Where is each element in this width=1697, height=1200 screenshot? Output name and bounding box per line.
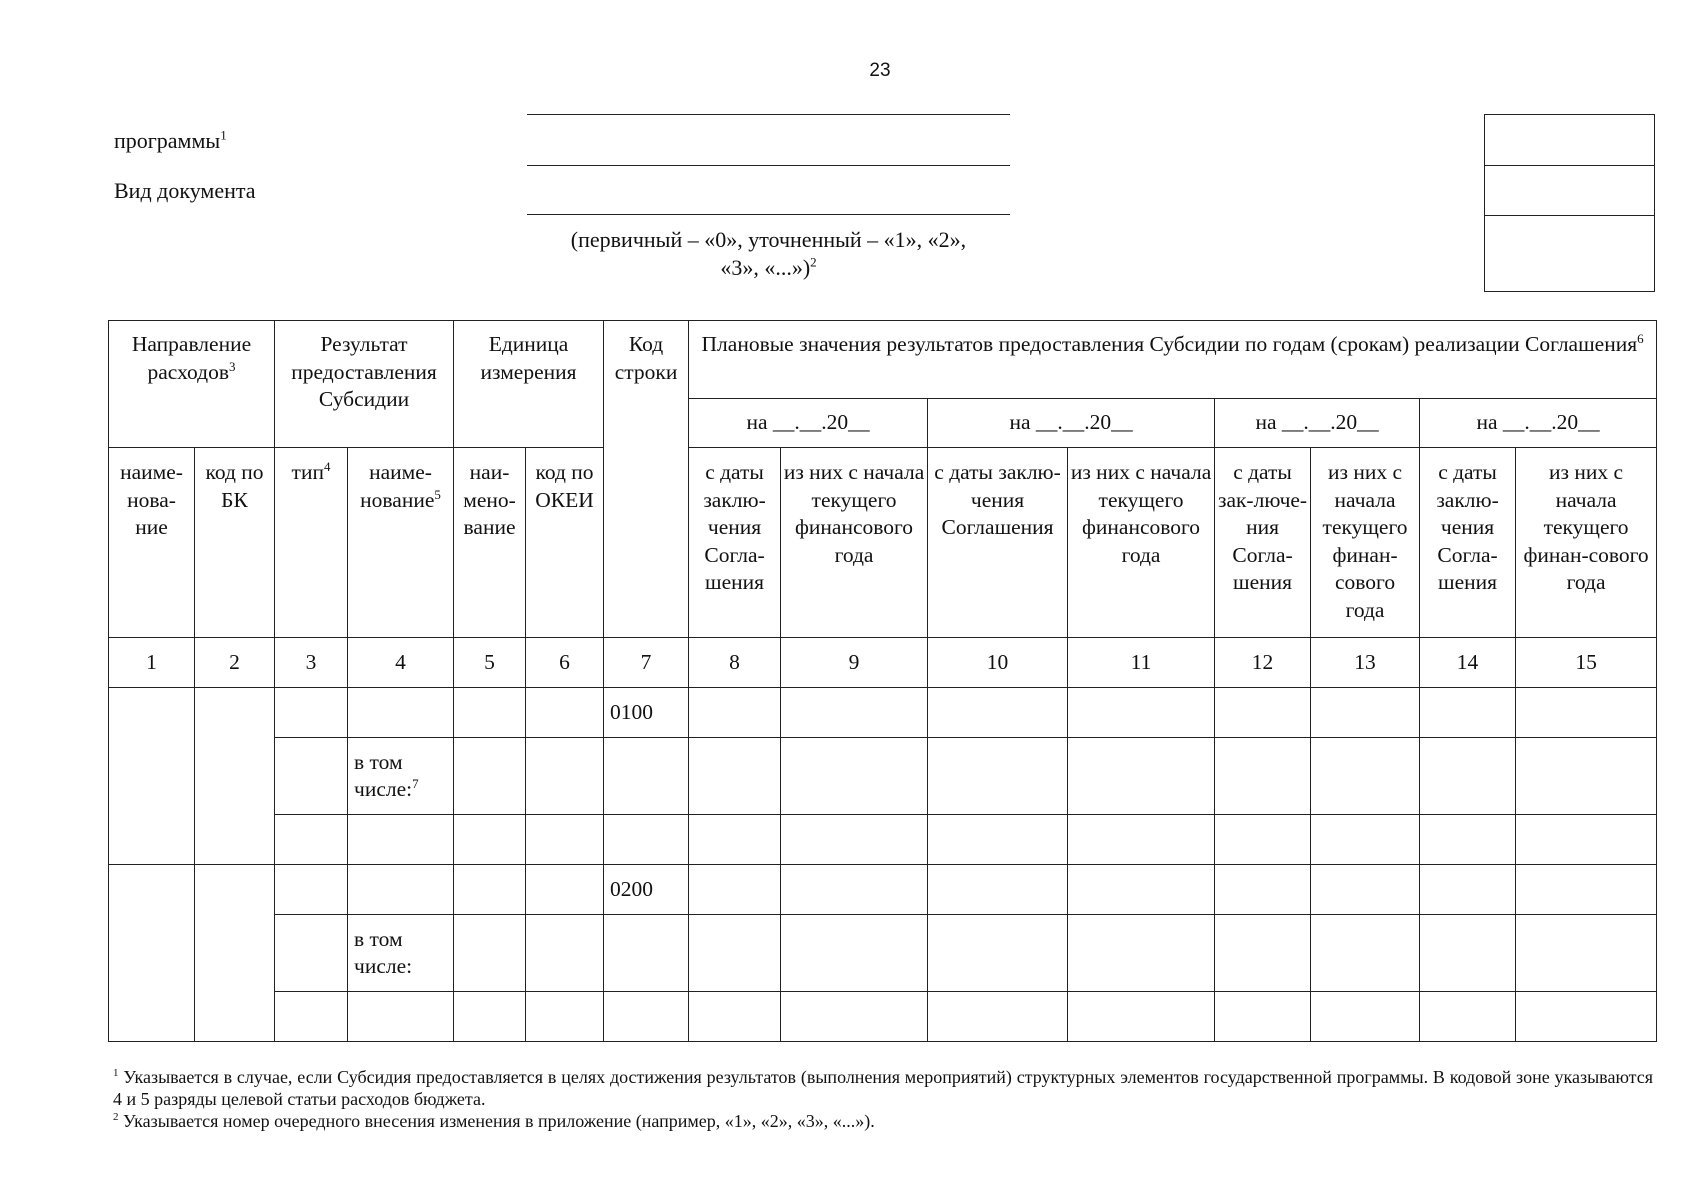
table-row (109, 688, 1657, 738)
document-type-field-line (527, 214, 1010, 215)
table-cell[interactable] (1215, 865, 1311, 915)
table-row (109, 992, 1657, 1042)
footnotes (113, 1066, 1653, 1132)
sub-header-p1-from: с даты заклю-чения Согла-шения (689, 448, 781, 638)
column-number: 12 (1215, 638, 1311, 688)
sub-header-p3-from: с даты зак-люче-ния Согла-шения (1215, 448, 1311, 638)
table-cell[interactable] (454, 865, 526, 915)
table-cell[interactable] (1068, 738, 1215, 815)
code-cell-1 (1485, 115, 1654, 166)
column-number: 3 (275, 638, 348, 688)
table-cell[interactable] (1516, 992, 1657, 1042)
table-cell[interactable] (781, 738, 928, 815)
table-cell[interactable] (1420, 738, 1516, 815)
table-cell[interactable] (1215, 688, 1311, 738)
row-code-0200: 0200 (604, 865, 689, 915)
table-cell[interactable] (275, 865, 348, 915)
column-number: 13 (1311, 638, 1420, 688)
column-number: 14 (1420, 638, 1516, 688)
document-type-label: Вид документа (114, 178, 256, 203)
table-cell[interactable] (1068, 815, 1215, 865)
table-cell[interactable] (275, 688, 348, 738)
table-cell[interactable] (1420, 992, 1516, 1042)
table-row (109, 915, 1657, 992)
table-cell[interactable] (1215, 915, 1311, 992)
header-planned-values: Плановые значения результатов предоставления Субсидии по годам (срокам) реализации Соглашения$^6$ (689, 321, 1657, 399)
table-cell[interactable] (928, 738, 1068, 815)
table-cell[interactable] (1420, 915, 1516, 992)
header-line-1 (527, 114, 1010, 115)
sub-header-p2-from: с даты заклю-чения Соглашения (928, 448, 1068, 638)
table-cell[interactable] (928, 688, 1068, 738)
column-number: 4 (348, 638, 454, 688)
column-number: 6 (526, 638, 604, 688)
table-cell[interactable] (454, 688, 526, 738)
table-cell[interactable] (526, 992, 604, 1042)
column-number: 11 (1068, 638, 1215, 688)
column-number: 7 (604, 638, 689, 688)
table-cell[interactable] (1215, 992, 1311, 1042)
column-number: 9 (781, 638, 928, 688)
table-cell[interactable] (275, 992, 348, 1042)
header-result: Результат предоставления Субсидии (275, 321, 454, 448)
table-cell[interactable] (348, 992, 454, 1042)
table-cell[interactable] (1068, 992, 1215, 1042)
table-cell[interactable] (928, 992, 1068, 1042)
column-number: 10 (928, 638, 1068, 688)
table-cell[interactable] (604, 992, 689, 1042)
table-cell[interactable] (454, 815, 526, 865)
code-box (1484, 114, 1655, 292)
column-number: 2 (195, 638, 275, 688)
header-direction: Направление расходов$^3$ (109, 321, 275, 448)
table-cell[interactable] (689, 815, 781, 865)
table-cell[interactable] (348, 865, 454, 915)
table-cell[interactable] (526, 815, 604, 865)
header-unit: Единица измерения (454, 321, 604, 448)
including-label: в том числе: (348, 915, 454, 992)
sub-header-p4-from: с даты заклю-чения Согла-шения (1420, 448, 1516, 638)
table-cell[interactable] (275, 915, 348, 992)
programs-field-line (527, 165, 1010, 166)
table-cell[interactable] (1311, 865, 1420, 915)
table-cell[interactable] (526, 865, 604, 915)
table-cell[interactable] (928, 815, 1068, 865)
table-cell[interactable] (454, 915, 526, 992)
table-row (109, 738, 1657, 815)
table-cell[interactable] (1516, 738, 1657, 815)
period-4: на __.__.20__ (1420, 399, 1657, 448)
table-cell[interactable] (781, 815, 928, 865)
table-cell[interactable] (195, 688, 275, 865)
sub-header-type: тип$^4$ (275, 448, 348, 638)
sub-header-okei: код по ОКЕИ (526, 448, 604, 638)
table-cell[interactable] (781, 865, 928, 915)
page-number: 23 (869, 60, 891, 81)
table-cell[interactable] (526, 915, 604, 992)
sub-header-code-bk: код по БК (195, 448, 275, 638)
table-cell[interactable] (109, 688, 195, 865)
table-cell[interactable] (1420, 865, 1516, 915)
table-cell[interactable] (454, 738, 526, 815)
table-cell[interactable] (689, 738, 781, 815)
table-cell[interactable] (1215, 815, 1311, 865)
table-cell[interactable] (1516, 915, 1657, 992)
table-cell[interactable] (1516, 865, 1657, 915)
table-cell[interactable] (1068, 865, 1215, 915)
period-2: на __.__.20__ (928, 399, 1215, 448)
table-cell[interactable] (604, 915, 689, 992)
sub-header-naming: наиме-нование$^5$ (348, 448, 454, 638)
row-code-0100: 0100 (604, 688, 689, 738)
table-cell[interactable] (1311, 815, 1420, 865)
table-cell[interactable] (526, 688, 604, 738)
table-cell[interactable] (1516, 815, 1657, 865)
table-cell[interactable] (1215, 738, 1311, 815)
header-row-code: Код строки (604, 321, 689, 638)
period-1: на __.__.20__ (689, 399, 928, 448)
table-cell[interactable] (1068, 915, 1215, 992)
sub-header-p4-since: из них с начала текущего финан-сового года (1516, 448, 1657, 638)
table-row (109, 815, 1657, 865)
sub-header-name: наиме-нова-ние (109, 448, 195, 638)
table-cell[interactable] (275, 815, 348, 865)
table-cell[interactable] (604, 738, 689, 815)
table-cell[interactable] (928, 865, 1068, 915)
table-cell[interactable] (1068, 688, 1215, 738)
table-cell[interactable] (928, 915, 1068, 992)
table-cell[interactable] (1516, 688, 1657, 738)
code-cell-2 (1485, 165, 1654, 216)
footnote-2: $^2$ Указывается номер очередного внесения изменения в приложение (например, «1», «2», «3», «...»). (113, 1111, 875, 1131)
table-cell[interactable] (604, 815, 689, 865)
table-cell[interactable] (689, 915, 781, 992)
table-cell[interactable] (781, 688, 928, 738)
footnote-1: $^1$ Указывается в случае, если Субсидия предоставляется в целях достижения результатов (выполнения мероприятий) структурных элементов государственной программы. В кодовой зоне указываются 4 и 5 разряды целевой статьи расходов бюджета. (113, 1067, 1654, 1109)
sub-header-unit-name: наи-мено-вание (454, 448, 526, 638)
table-cell[interactable] (781, 915, 928, 992)
including-label: в том числе:$^7$ (348, 738, 454, 815)
table-cell[interactable] (1311, 992, 1420, 1042)
table-cell[interactable] (275, 738, 348, 815)
table-cell[interactable] (348, 688, 454, 738)
period-3: на __.__.20__ (1215, 399, 1420, 448)
column-numbers-row (109, 638, 1657, 688)
table-cell[interactable] (1420, 688, 1516, 738)
table-cell[interactable] (454, 992, 526, 1042)
table-cell[interactable] (109, 865, 195, 1042)
sub-header-p3-since: из них с начала текущего финан-сового года (1311, 448, 1420, 638)
sub-header-p1-since: из них с начала текущего финансового года (781, 448, 928, 638)
table-cell[interactable] (689, 688, 781, 738)
table-cell[interactable] (348, 815, 454, 865)
sub-header-p2-since: из них с начала текущего финансового года (1068, 448, 1215, 638)
table-cell[interactable] (195, 865, 275, 1042)
programs-label: программы$^1$ (114, 127, 227, 153)
column-number: 1 (109, 638, 195, 688)
table-cell[interactable] (1311, 688, 1420, 738)
column-number: 8 (689, 638, 781, 688)
table-cell[interactable] (1311, 738, 1420, 815)
table-row (109, 865, 1657, 915)
table-cell[interactable] (781, 992, 928, 1042)
table-cell[interactable] (1311, 915, 1420, 992)
table-cell[interactable] (526, 738, 604, 815)
table-cell[interactable] (689, 992, 781, 1042)
document-type-hint: (первичный – «0», уточненный – «1», «2», «3», «...»)$^2$ (570, 227, 967, 280)
table-cell[interactable] (689, 865, 781, 915)
results-table (108, 320, 1657, 1042)
column-number: 5 (454, 638, 526, 688)
table-cell[interactable] (1420, 815, 1516, 865)
column-number: 15 (1516, 638, 1657, 688)
